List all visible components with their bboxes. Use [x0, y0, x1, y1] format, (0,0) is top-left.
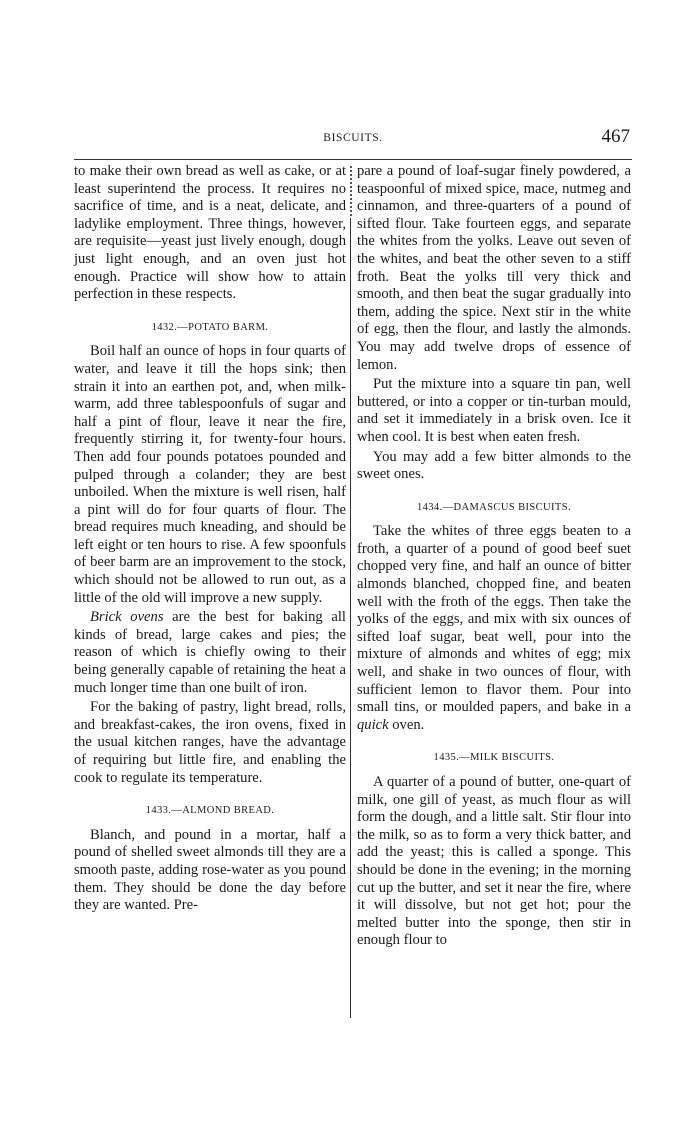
- running-head: [74, 128, 632, 152]
- recipe-1432-paragraph-1: Boil half an ounce of hops in four quarts of water, and leave it till the hops sink; then strain it into an earthen pot, and, when milk-warm, add three tablespoonfuls of sugar and half a pint of flour, leave it near the fire, frequently stirring it, for twenty-four hours. Then add four pounds potatoes pounded and pulped through a colander; they are best unboiled. When the mixture is well risen, half a pint will do for four quarts of flour. The bread requires much kneading, and should be left eight or ten hours to rise. A few spoonfuls of beer barm are an improvement to the stock, which should not be allowed to run out, as a little of the old will improve a new supply.: [74, 343, 346, 606]
- left-column: [74, 163, 346, 915]
- recipe-1433-paragraph-2: Put the mixture into a square tin pan, well buttered, or into a copper or tin-turban mould, and set it immediately in a brisk oven. Ice it when cool. It is best when eaten fresh.: [357, 376, 631, 445]
- paragraph-text: Take the whites of three eggs beaten to a froth, a quarter of a pound of good beef suet chopped very fine, and half an ounce of bitter almonds blanched, chopped fine, and beaten well with the froth of the eggs. Then take the yolks of the eggs, and mix with six ounces of sifted loaf sugar, beat well, pour into the mixture of almonds and whites of egg; mix well, and shake in two ounces of flour, with sufficient lemon to flavor them. Pour into small tins, or moulded papers, and bake in a: [357, 523, 631, 716]
- recipe-heading-1432: 1432.—POTATO BARM.: [151, 321, 269, 333]
- recipe-heading-1433: 1433.—ALMOND BREAD.: [145, 805, 275, 817]
- recipe-1434-paragraph-1: [357, 523, 631, 734]
- paragraph-text: are the best for baking all kinds of bread, large cakes and pies; the reason of which is chiefly owing to their being generally capable of retaining the heat a much longer time than one built of iron.: [74, 609, 346, 696]
- running-title: BISCUITS.: [323, 132, 383, 144]
- column-divider: [350, 166, 351, 1018]
- italic-term: Brick ovens: [90, 609, 164, 626]
- italic-term: quick: [357, 716, 389, 733]
- recipe-1432-paragraph-2: [74, 609, 346, 697]
- header-rule: [74, 159, 632, 160]
- page-number: 467: [601, 126, 630, 147]
- recipe-heading-1434: 1434.—DAMASCUS BISCUITS.: [416, 501, 571, 513]
- recipe-1433-paragraph-1: Blanch, and pound in a mortar, half a pound of shelled sweet almonds till they are a smooth paste, adding rose-water as you pound them. They should be done the day before they are wanted. Pre-: [74, 826, 346, 914]
- recipe-heading-1435: 1435.—MILK BISCUITS.: [433, 752, 555, 764]
- recipe-1435-paragraph-1: A quarter of a pound of butter, one-quart of milk, one gill of yeast, as much flour as will form the dough, and a little salt. Stir flour into the milk, so as to form a very thick batter, and add the yeast; this is called a sponge. This should be done in the evening; in the morning cut up the butter, and set it near the fire, where it will dissolve, but not get hot; pour the melted butter into the sponge, then stir in enough flour to: [357, 774, 631, 949]
- column-divider-dashed-top: [350, 166, 352, 218]
- paragraph-continued: to make their own bread as well as cake, or at least superintend the process. It requires no sacrifice of time, and is a neat, delicate, and ladylike employment. Three things, however, are requisite—yeast just lively enough, dough just light enough, and an oven just hot enough. Practice will show how to attain perfection in these respects.: [74, 163, 346, 303]
- paragraph-text: oven.: [388, 716, 425, 733]
- recipe-1432-paragraph-3: For the baking of pastry, light bread, rolls, and breakfast-cakes, the iron ovens, fixed in the usual kitchen ranges, have the advantage of requiring but little fire, and enabling the cook to regulate its temperature.: [74, 699, 346, 786]
- right-column: [357, 163, 631, 950]
- recipe-1433-continued-paragraph-1: pare a pound of loaf-sugar finely powdered, a teaspoonful of mixed spice, mace, nutmeg and cinnamon, and three-quarters of a pound of sifted flour. Take fourteen eggs, and separate the whites from the yolks. Leave out seven of the whites, and beat the other seven to a stiff froth. Beat the yolks till very thick and smooth, and then beat the sugar gradually into them, adding the spice. Next stir in the white of egg, then the flour, and lastly the almonds. You may add twelve drops of essence of lemon.: [357, 163, 631, 373]
- recipe-1433-paragraph-3: You may add a few bitter almonds to the sweet ones.: [357, 448, 631, 483]
